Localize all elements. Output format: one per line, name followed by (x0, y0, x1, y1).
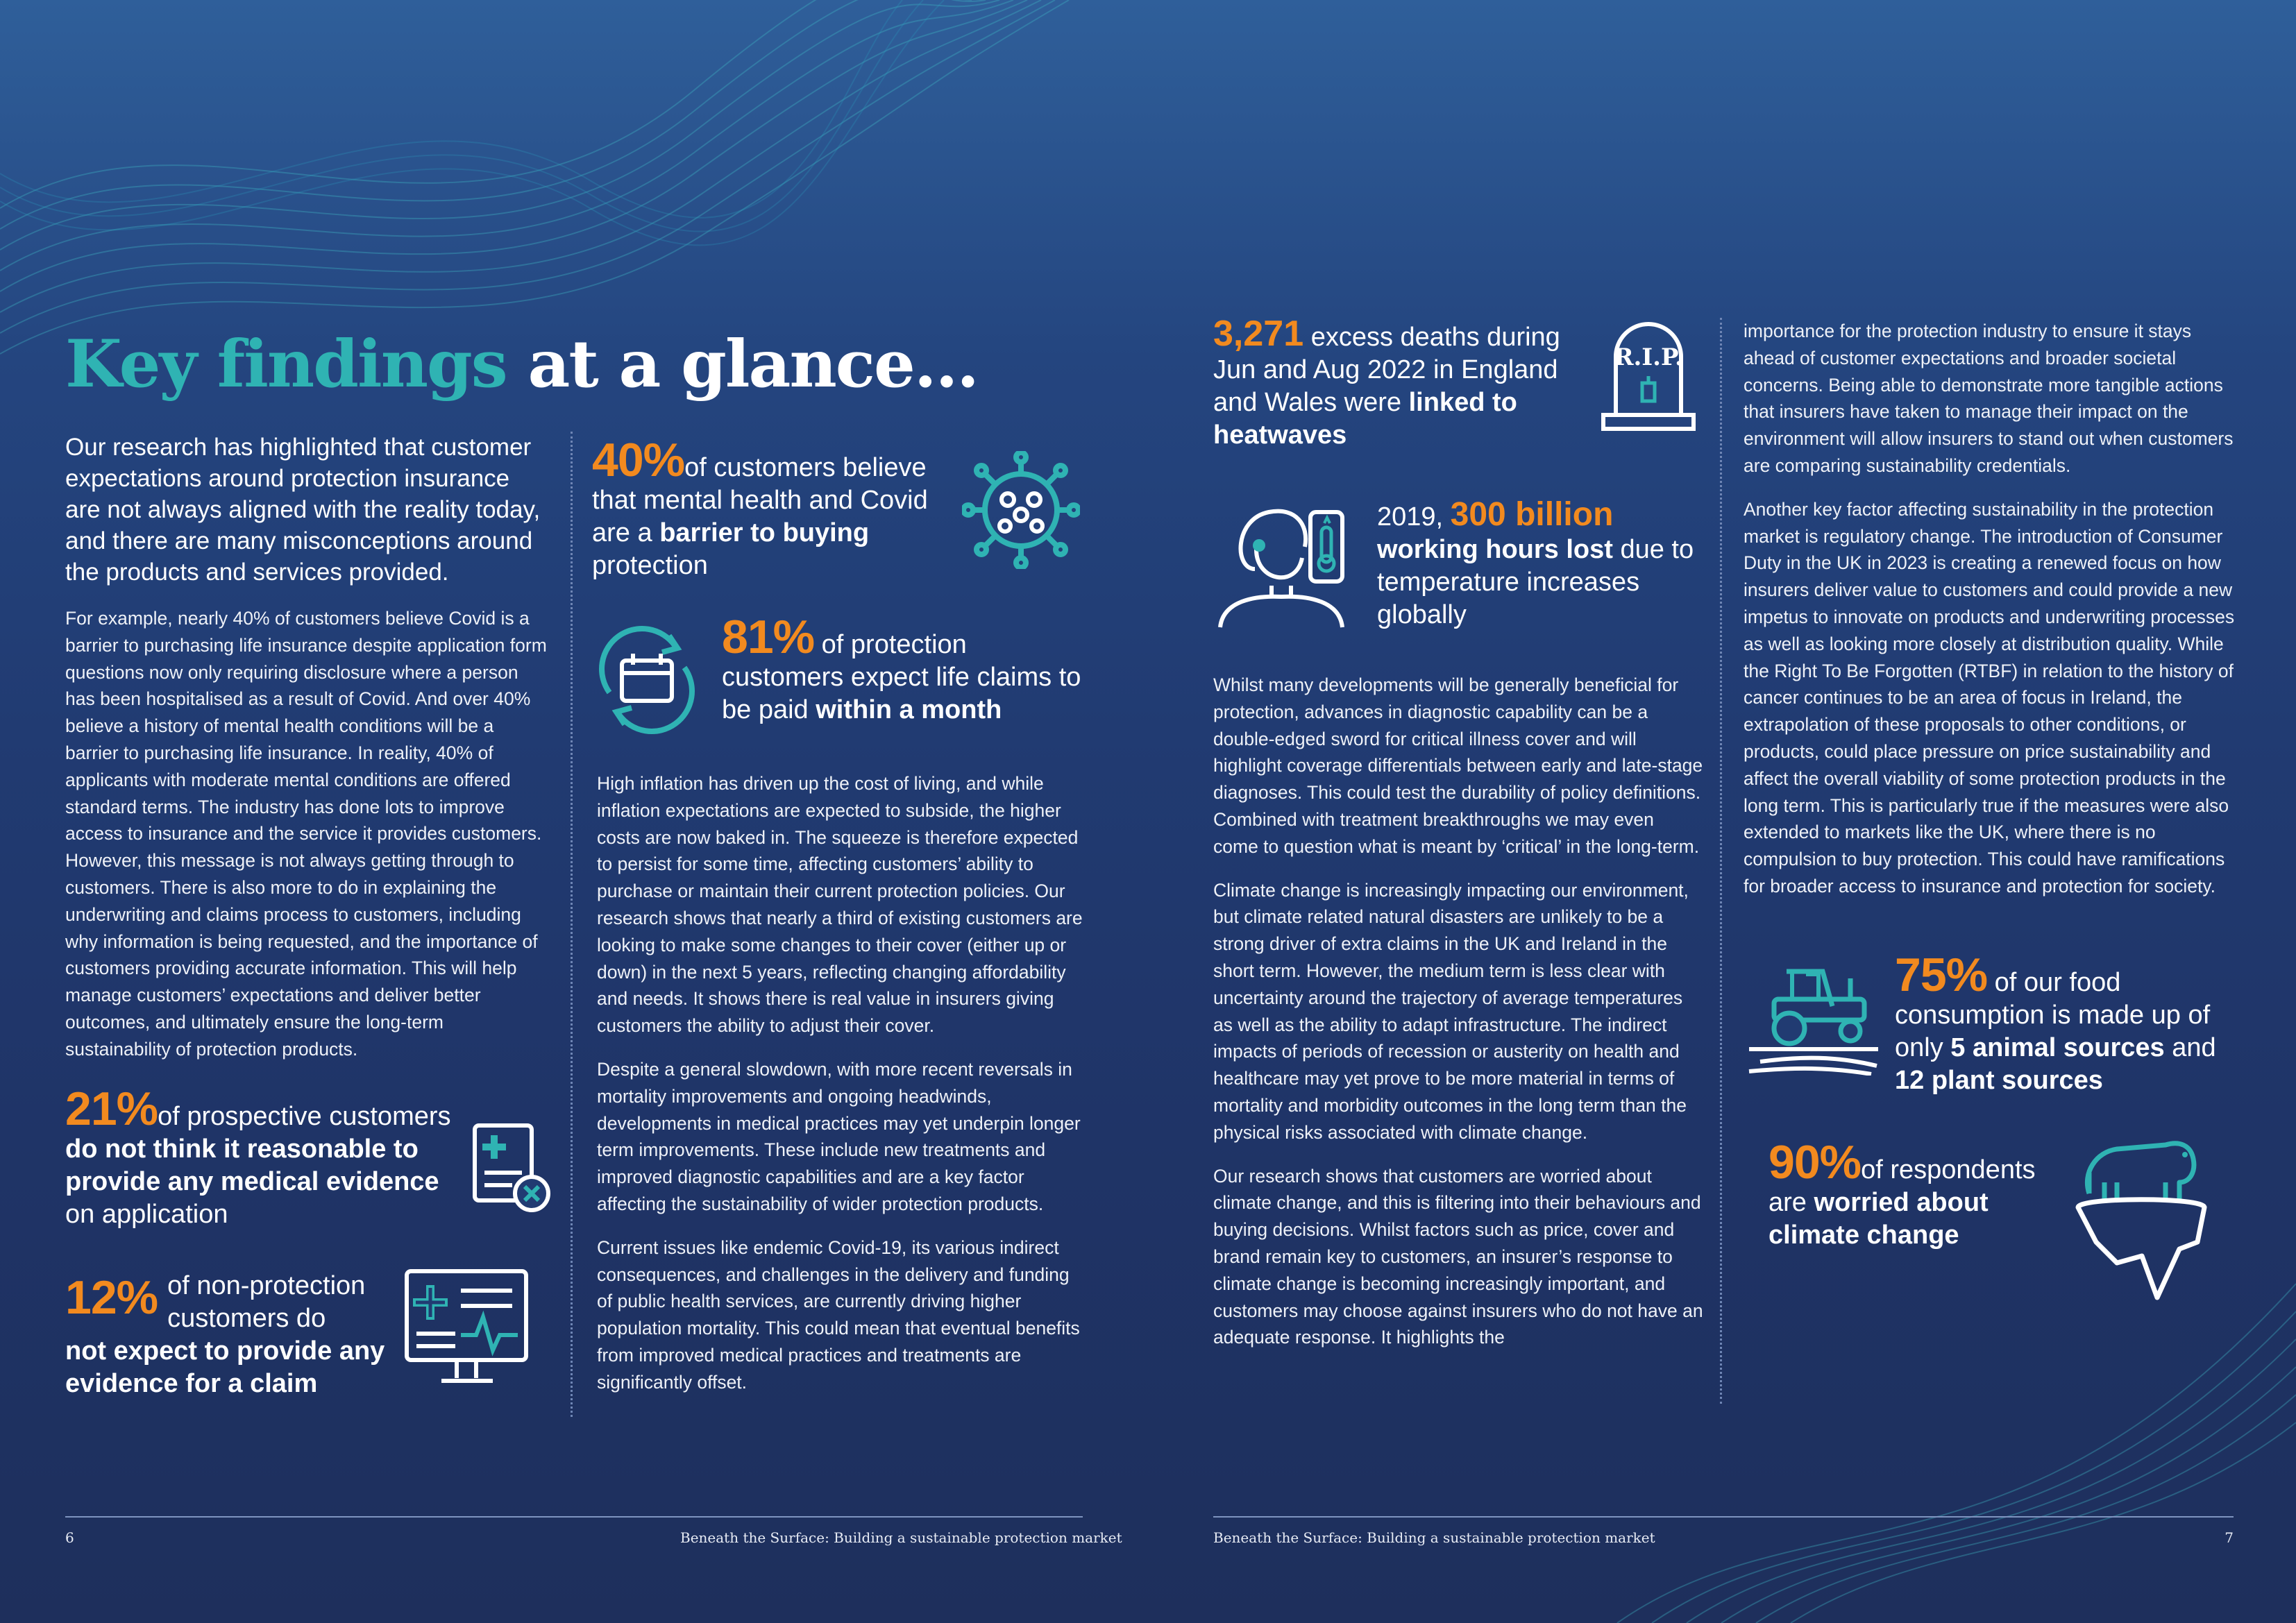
paragraph: Climate change is increasingly impacting our environment, but climate related natural disasters are unlikely to be a strong driver of extra claims in the UK and Ireland in the short term. However, the medium term is less clear with uncertainty around the trajectory of average temperatures as well as the ability to adapt infrastructure. The indirect impacts of periods of recession or austerity on health and healthcare may yet prove to be more material in terms of mortality and morbidity outcomes in the long term than the physical risks associated with climate change. (1213, 879, 1689, 1143)
column-divider (1720, 318, 1722, 1404)
title-accent: Key findings (65, 326, 507, 402)
stat-bold-text: not expect to provide any evidence for a claim (65, 1336, 385, 1398)
stat-12-percent (65, 1270, 433, 1400)
stat-3271-deaths (1213, 314, 1588, 452)
stat-bold-text: barrier to buying (659, 518, 870, 547)
footer-rule-left (65, 1516, 1083, 1518)
paragraph: High inflation has driven up the cost of living, and while inflation expectations are expected to subside, the higher costs are now baked in. The squeeze is therefore expected to persist for some time, affecting customers’ ability to purchase or maintain their current protection policies. Our research shows that nearly a third of existing customers are looking to make some changes to their cover (either up or down) in the next 5 years, reflecting changing affordability and needs. It shows there is real value in insurers giving customers the ability to adjust their cover. (597, 773, 1083, 1037)
paragraph: Whilst many developments will be generally beneficial for protection, advances in diagnostic capability can be a double-edged sword for critical illness cover and will highlight coverage differentials between early and late-stage diagnoses. This could test the durability of policy definitions. Combined with treatment breakthroughs we may even come to question what is meant by ‘critical’ in the long-term. (1213, 674, 1703, 857)
tractor-icon (1746, 958, 1882, 1076)
paragraph: Another key factor affecting sustainability in the protection market is regulatory change. The introduction of Consumer Duty in the UK in 2023 is creating a renewed focus on how insurers deliver value to customers and could provide a new impetus to innovate on products and underwriting processes as well as looking more closely at distribution quality. While the Right To Be Forgotten (RTBF) in relation to the history of cancer continues to be an area of focus in Ireland, the extrapolation of these proposals to other conditions, or products, could place pressure on price sustainability and affect the overall viability of some protection products in the long term. This is particularly true if the measures were also extended to markets like the UK, where there is no compulsion to buy protection. This could have ramifications for broader access to insurance and protection for society. (1744, 498, 2235, 897)
stat-text: of prospective customers (158, 1102, 451, 1131)
stat-300-billion (1377, 498, 1696, 631)
polar-bear-iceberg-icon (2075, 1124, 2207, 1305)
stat-text: of respondents are (1769, 1155, 2036, 1217)
stat-text: of protection customers expect life claims to be paid (722, 630, 1081, 724)
stat-value: 300 billion (1450, 496, 1614, 533)
title-rest: at a glance... (527, 326, 979, 402)
page-title (65, 326, 979, 402)
column-4-body (1744, 318, 2236, 917)
stat-bold-text: worried about climate change (1769, 1188, 1989, 1250)
stat-value: 81% (722, 611, 815, 663)
stat-text-mid: and (2172, 1033, 2216, 1062)
stat-value: 21% (65, 1082, 158, 1135)
stat-prefix: 2019, (1377, 502, 1444, 532)
stat-value: 90% (1769, 1136, 1862, 1189)
person-thermometer-icon (1213, 491, 1352, 630)
medical-form-icon (469, 1121, 552, 1214)
stat-75-percent (1895, 949, 2242, 1097)
stat-text: of our food consumption is made up of only (1895, 968, 2211, 1062)
stat-text: due to temperature increases globally (1377, 535, 1694, 629)
column-1-body: For example, nearly 40% of customers believe Covid is a barrier to purchasing life insurance despite application form questions now only requiring disclosure where a person has been hospitalised as a result of Covid. And over 40% believe a history of mental health conditions will be a barrier to purchasing life insurance. In reality, 40% of applicants with moderate mental conditions are offered standard terms. The industry has done lots to improve access to insurance and the service it provides customers. However, this message is not always getting through to customers. There is also more to do in explaining the underwriting and claims process to customers, including why information is being requested, and the importance of customers providing accurate information. This will help manage customers’ expectations and deliver better outcomes, and ultimately ensure the long-term sustainability of protection products. (65, 608, 547, 1060)
stat-bold-text: do not think it reasonable to provide any medical evidence (65, 1135, 439, 1196)
column-3-body (1213, 672, 1703, 1368)
stat-text-end: protection (592, 551, 708, 580)
stat-90-percent (1769, 1136, 2067, 1252)
tombstone-icon (1596, 316, 1700, 434)
column-2-body (597, 770, 1083, 1413)
paragraph: importance for the protection industry to ensure it stays ahead of customer expectations and broader societal concerns. Being able to demonstrate more tangible actions that insurers have taken to manage their impact on the environment will allow insurers to stand out when customers are comparing sustainability credentials. (1744, 321, 2234, 476)
virus-icon (962, 451, 1080, 569)
column-divider (571, 432, 573, 1417)
calendar-refresh-icon (591, 624, 702, 736)
medical-monitor-icon (403, 1267, 532, 1392)
tombstone-text: R.I.P. (1614, 343, 1683, 371)
stat-40-percent (592, 434, 967, 582)
intro-paragraph: Our research has highlighted that customer expectations around protection insurance are not always aligned with the reality today, and there are many misconceptions around the products and services provided. (65, 434, 541, 586)
stat-bold-text-2: 12 plant sources (1895, 1066, 2103, 1095)
page-number-right: 7 (2225, 1529, 2234, 1546)
footer-title-right: Beneath the Surface: Building a sustainable protection market (1213, 1529, 1655, 1546)
stat-bold-text: 5 animal sources (1950, 1033, 2165, 1062)
paragraph: Current issues like endemic Covid-19, its various indirect consequences, and challenges in the delivery and funding of public health services, are currently driving higher population mortality. This could mean that eventual benefits from improved medical practices and treatments are significantly offset. (597, 1237, 1080, 1393)
stat-bold-text: linked to heatwaves (1213, 388, 1517, 450)
stat-text: of customers believe that mental health and Covid are a (592, 453, 928, 547)
stat-bold-text: working hours lost (1377, 535, 1613, 564)
paragraph: Despite a general slowdown, with more recent reversals in mortality improvements and ongoing headwinds, developments in medical practices may yet underpin longer term improvements. These include new treatments and improved diagnostic capabilities and are a key factor affecting the sustainability of wider protection products. (597, 1058, 1081, 1214)
stat-value: 12% (65, 1271, 158, 1324)
stat-value: 75% (1895, 949, 1988, 1001)
stat-value: 3,271 (1213, 314, 1304, 354)
stat-text: excess deaths during Jun and Aug 2022 in England and Wales were (1213, 323, 1560, 417)
page-number-left: 6 (65, 1529, 74, 1546)
footer-title-left: Beneath the Surface: Building a sustainable protection market (680, 1529, 1122, 1546)
stat-21-percent (65, 1082, 482, 1231)
stat-81-percent (722, 611, 1083, 726)
stat-value: 40% (592, 434, 685, 486)
stat-bold-text: within a month (816, 695, 1002, 724)
stat-text: of non-protection customers do (167, 1271, 366, 1333)
paragraph: Our research shows that customers are worried about climate change, and this is filtering into their behaviours and buying decisions. Whilst factors such as price, cover and brand remain key to customers, an insurer’s response to climate change is becoming increasingly important, and customers may choose against insurers who do not have an adequate response. It highlights the (1213, 1165, 1703, 1348)
stat-text-end: on application (65, 1200, 228, 1229)
footer-rule-right (1213, 1516, 2234, 1518)
